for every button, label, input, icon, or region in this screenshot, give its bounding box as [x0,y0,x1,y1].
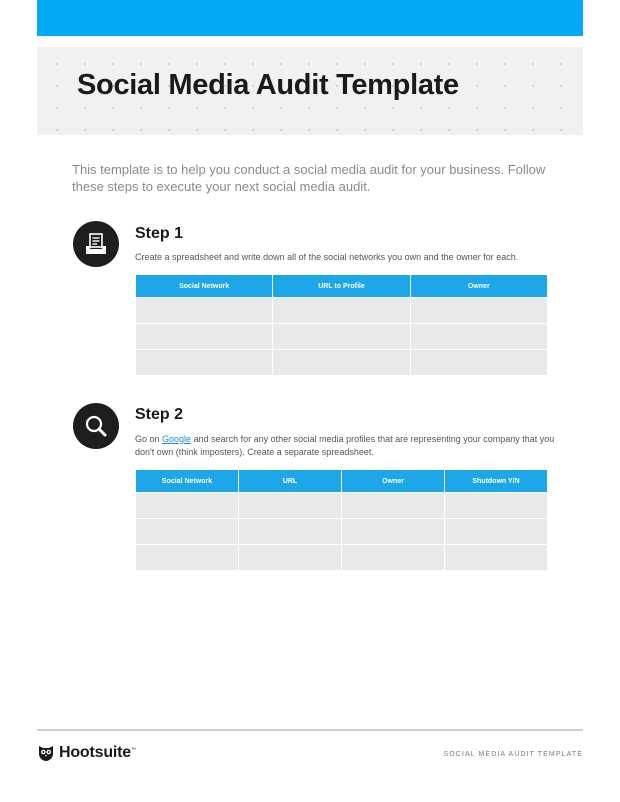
table-cell [239,545,341,570]
table-row [136,545,547,570]
column-header-owner: Owner [411,275,547,297]
table-row [136,350,547,375]
table-row [136,493,547,518]
column-header-shutdown: Shutdown Y/N [445,470,547,492]
table-cell [136,324,272,349]
owl-icon [37,744,55,762]
step-2-description-end: and search for any other social media profiles that are representing your company that you don't own (think imposters). Create a separate spreadsheet. [135,434,555,457]
column-header-url-to-profile: URL to Profile [273,275,409,297]
intro-text: This template is to help you conduct a social media audit for your business. Follow these steps to execute your next social media audit. [72,162,546,194]
footer-divider [37,729,583,731]
magnifier-icon [73,403,119,449]
table-cell [136,493,238,518]
table-cell [342,545,444,570]
step-2-description-start: Go on [135,434,163,444]
footer-label: SOCIAL MEDIA AUDIT TEMPLATE [443,751,583,758]
column-header-social-network: Social Network [136,275,272,297]
table-row [136,324,547,349]
page-title: Social Media Audit Template [77,69,459,101]
table-cell [136,519,238,544]
table-header-row [136,275,547,297]
hootsuite-logo [37,744,136,762]
step-2-title: Step 2 [135,406,184,423]
table-cell [273,298,409,323]
step-1-description: Create a spreadsheet and write down all of the social networks you own and the owner for each. [135,252,519,262]
brand-name: Hootsuite [59,744,131,761]
table-cell [342,493,444,518]
table-cell [136,298,272,323]
table-cell [136,545,238,570]
step-1-table [135,274,548,376]
table-cell [445,545,547,570]
table-cell [239,519,341,544]
step-2-description [135,433,555,459]
table-cell [239,493,341,518]
table-row [136,298,547,323]
table-header-row [136,470,547,492]
table-cell [273,324,409,349]
top-accent-bar [37,0,583,36]
table-cell [342,519,444,544]
table-cell [445,519,547,544]
column-header-url: URL [239,470,341,492]
table-cell [273,350,409,375]
brand-trademark: ™ [130,747,136,753]
inbox-document-icon [73,221,119,267]
table-cell [445,493,547,518]
table-cell [411,324,547,349]
table-row [136,519,547,544]
step-1-title: Step 1 [135,225,184,242]
step-2-table [135,469,548,571]
table-cell [136,350,272,375]
table-cell [411,350,547,375]
google-link[interactable]: Google [162,434,192,444]
column-header-owner: Owner [342,470,444,492]
table-cell [411,298,547,323]
column-header-social-network: Social Network [136,470,238,492]
